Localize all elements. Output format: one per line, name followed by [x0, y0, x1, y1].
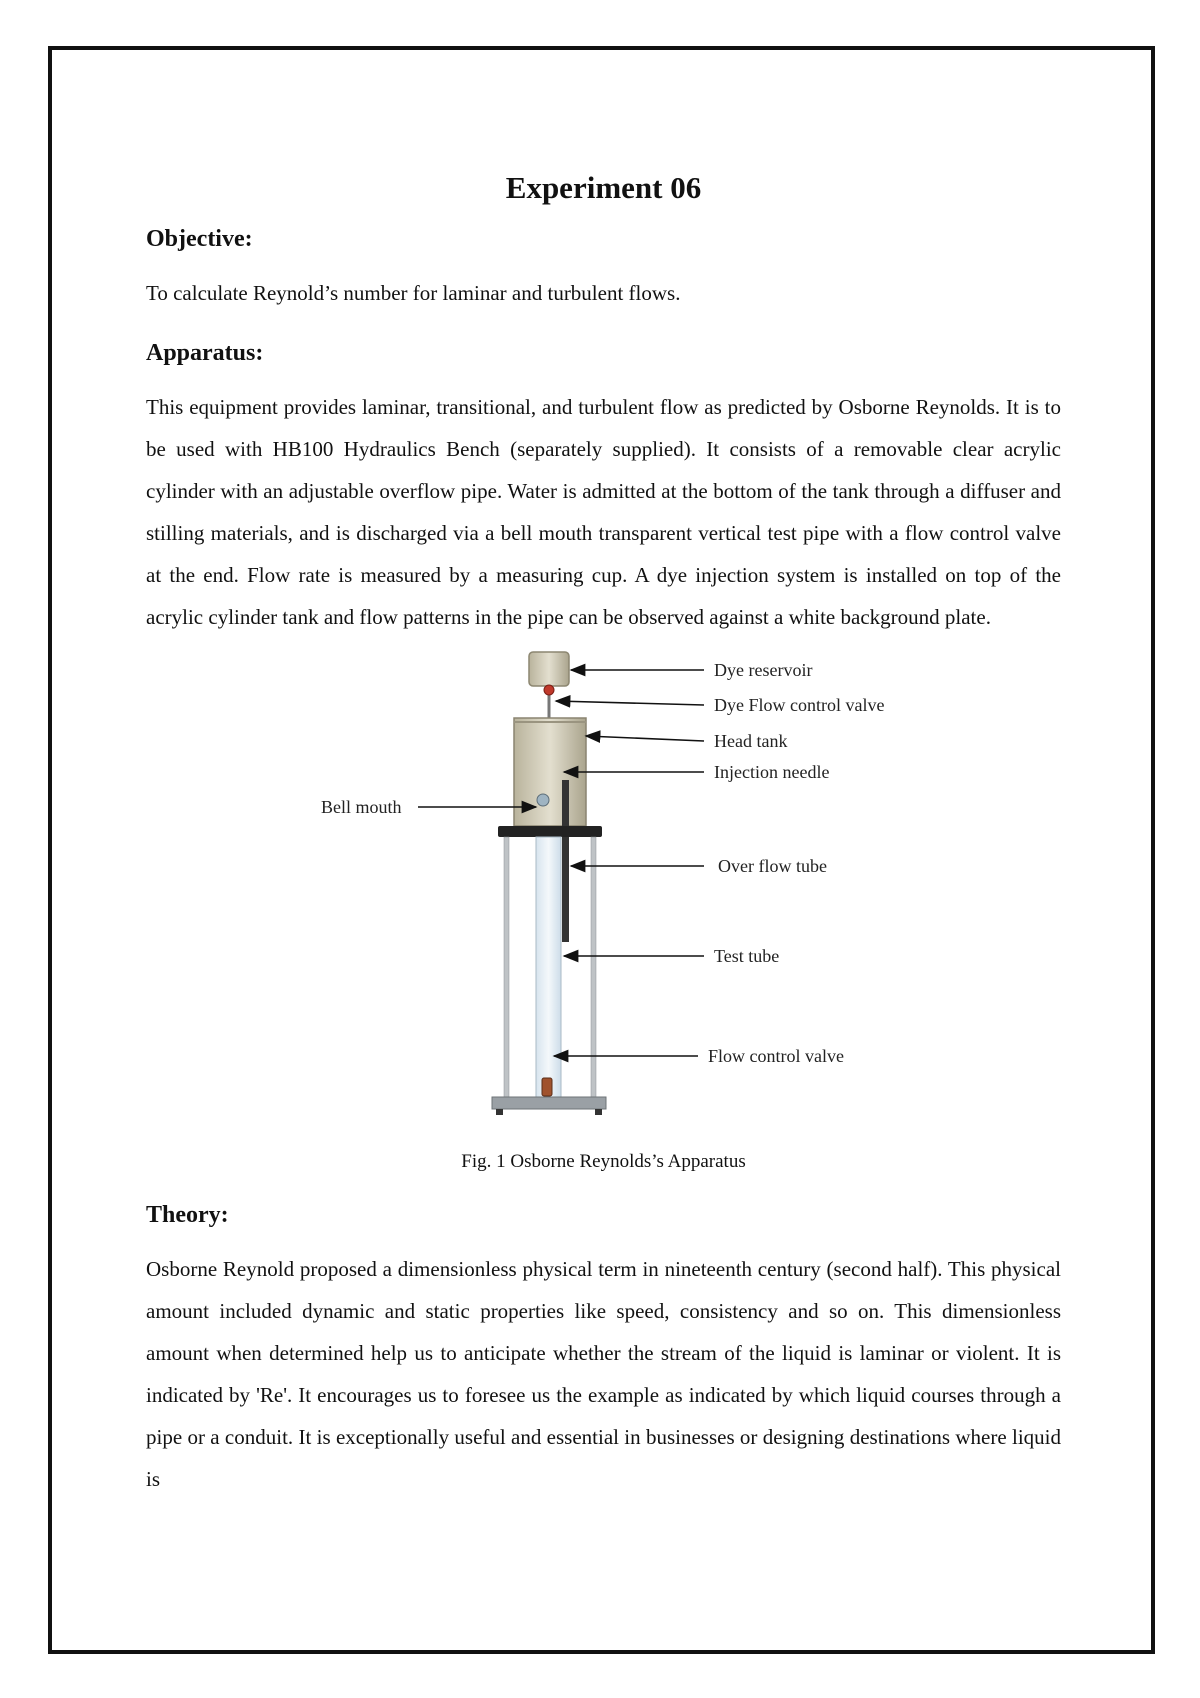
apparatus-text: This equipment provides laminar, transitional, and turbulent flow as predicted by Osborne Reynolds. It is to be used with HB100 Hydraulics Bench (separately supplied). It consists of a removable clear acrylic cylinder with an adjustable overflow pipe. Water is admitted at the bottom of the tank through a diffuser and stilling materials, and is discharged via a bell mouth transparent vertical test pipe with a flow control valve at the end. Flow rate is measured by a measuring cup. A dye injection system is installed on top of the acrylic cylinder tank and flow patterns in the pipe can be observed against a white background plate. — [146, 395, 1061, 629]
apparatus-heading: Apparatus: — [146, 340, 264, 366]
label-test-tube: Test tube — [714, 946, 780, 966]
objective-text: To calculate Reynold’s number for laminar and turbulent flows. — [146, 281, 681, 305]
theory-text: Osborne Reynold proposed a dimensionless physical term in nineteenth century (second half). This physical amount included dynamic and static properties like speed, consistency and so on. This dimensionless amount when determined help us to anticipate whether the stream of the liquid is laminar or violent. It is indicated by 'Re'. It encourages us to foresee us the example as indicated by which liquid courses through a pipe or a conduit. It is exceptionally useful and essential in businesses or designing destinations where liquid is — [146, 1257, 1061, 1491]
document-body — [146, 168, 1061, 1500]
apparatus-figure — [146, 648, 1061, 1148]
label-over-flow-tube: Over flow tube — [718, 856, 827, 876]
document-title: Experiment 06 — [505, 170, 702, 205]
label-dye-flow-control-valve: Dye Flow control valve — [714, 695, 885, 715]
label-flow-control-valve: Flow control valve — [708, 1046, 844, 1066]
label-head-tank: Head tank — [714, 731, 788, 751]
test-tube-shape — [536, 837, 561, 1097]
theory-heading: Theory: — [146, 1202, 229, 1228]
dye-valve-shape — [544, 685, 554, 695]
figure-caption: Fig. 1 Osborne Reynolds’s Apparatus — [461, 1151, 746, 1172]
bell-mouth-shape — [537, 794, 549, 806]
label-dye-reservoir: Dye reservoir — [714, 660, 813, 680]
dye-reservoir-shape — [529, 652, 569, 686]
label-injection-needle: Injection needle — [714, 762, 830, 782]
overflow-tube-shape — [562, 780, 569, 942]
label-bell-mouth: Bell mouth — [321, 797, 402, 817]
objective-heading: Objective: — [146, 226, 253, 252]
flow-control-valve-shape — [542, 1078, 552, 1096]
apparatus-diagram — [146, 648, 1061, 1148]
